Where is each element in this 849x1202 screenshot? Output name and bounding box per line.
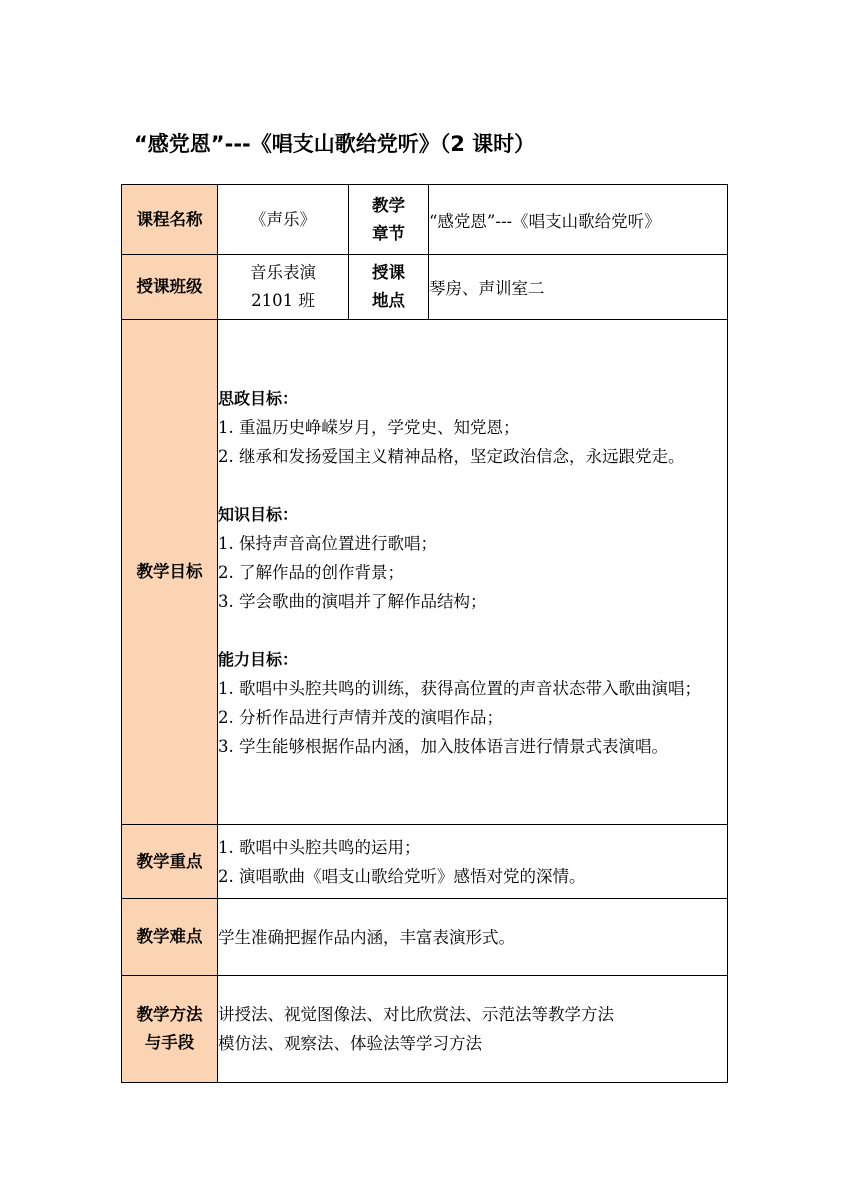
chapter-value: “感党恩”---《唱支山歌给党听》 (429, 185, 728, 255)
place-label-line-1: 授课 (372, 263, 405, 282)
place-label (349, 255, 429, 320)
key-points-content (218, 825, 728, 899)
objective-heading: 能力目标： (218, 649, 299, 669)
objectives-content (218, 320, 728, 825)
objective-section-knowledge (218, 500, 727, 616)
objective-item: 1. 歌唱中头腔共鸣的训练，获得高位置的声音状态带入歌曲演唱； (218, 678, 701, 698)
method-item: 模仿法、观察法、体验法等学习方法 (218, 1034, 482, 1053)
chapter-label (349, 185, 429, 255)
place-label-line-2: 地点 (372, 291, 405, 310)
methods-label-line-2: 与手段 (144, 1033, 195, 1052)
difficulties-content: 学生准确把握作品内涵，丰富表演形式。 (218, 899, 728, 976)
objective-item: 1. 保持声音高位置进行歌唱； (218, 533, 437, 553)
objective-heading: 知识目标： (218, 504, 299, 524)
objective-item: 2. 分析作品进行声情并茂的演唱作品； (218, 707, 503, 727)
objective-section-ideology (218, 384, 727, 471)
objective-item: 3. 学生能够根据作品内涵，加入肢体语言进行情景式表演唱。 (218, 736, 668, 756)
row-methods (122, 976, 728, 1083)
objectives-label: 教学目标 (122, 320, 218, 825)
row-key-points (122, 825, 728, 899)
place-value: 琴房、声训室二 (429, 255, 728, 320)
method-item: 讲授法、视觉图像法、对比欣赏法、示范法等教学方法 (218, 1005, 614, 1024)
key-point-item: 2. 演唱歌曲《唱支山歌给党听》感悟对党的深情。 (218, 866, 586, 886)
class-value-line-2: 2101 班 (251, 291, 315, 310)
class-value-line-1: 音乐表演 (250, 263, 316, 282)
methods-label-line-1: 教学方法 (136, 1005, 203, 1024)
objective-item: 2. 了解作品的创作背景； (218, 562, 404, 582)
methods-label (122, 976, 218, 1083)
chapter-label-line-2: 章节 (372, 223, 405, 243)
course-name-label: 课程名称 (122, 185, 218, 255)
row-course (122, 185, 728, 255)
methods-content (218, 976, 728, 1083)
course-name-value: 《声乐》 (218, 185, 349, 255)
class-value (218, 255, 349, 320)
page-title: “感党恩”---《唱支山歌给党听》（2 课时） (134, 132, 536, 156)
chapter-label-line-1: 教学 (372, 195, 405, 215)
lesson-plan-table (121, 184, 728, 1083)
objective-section-ability (218, 645, 727, 761)
key-point-item: 1. 歌唱中头腔共鸣的运用； (218, 837, 421, 857)
row-objectives (122, 320, 728, 825)
key-points-label: 教学重点 (122, 825, 218, 899)
difficulties-label: 教学难点 (122, 899, 218, 976)
class-label: 授课班级 (122, 255, 218, 320)
objective-heading: 思政目标： (218, 388, 299, 408)
objective-item: 1. 重温历史峥嵘岁月，学党史、知党恩； (218, 417, 520, 437)
row-class (122, 255, 728, 320)
row-difficulties (122, 899, 728, 976)
objective-item: 3. 学会歌曲的演唱并了解作品结构； (218, 591, 487, 611)
objective-item: 2. 继承和发扬爱国主义精神品格，坚定政治信念，永远跟党走。 (218, 446, 685, 466)
